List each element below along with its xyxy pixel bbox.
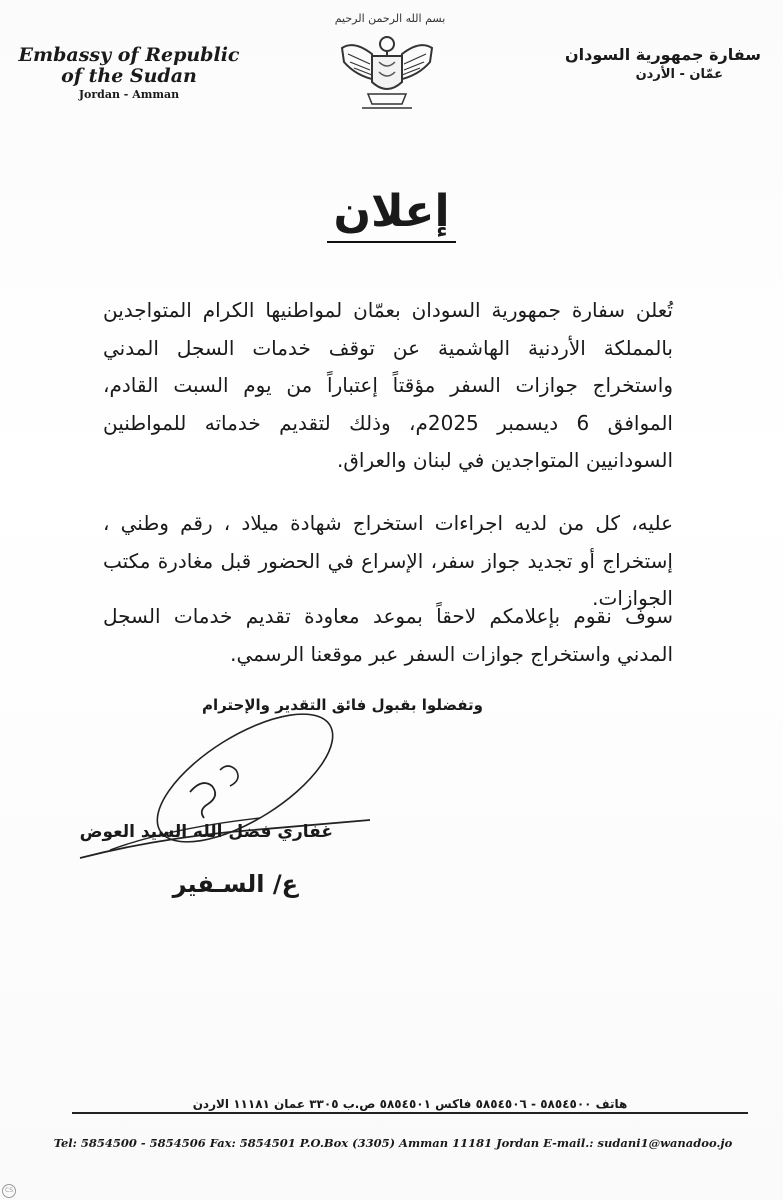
embassy-location: Jordan - Amman (78, 88, 180, 101)
embassy-arabic-name: سفارة جمهورية السودان (565, 45, 761, 64)
embassy-english-header (14, 44, 244, 101)
handwritten-signature (70, 700, 390, 880)
sudan-emblem-icon (332, 10, 442, 120)
embassy-name-line1: Embassy of Republic (18, 44, 240, 66)
footer-english-contact: Tel: 5854500 - 5854506 Fax: 5854501 P.O.Box (3305) Amman 11181 Jordan E-mail.: sudani1@wanadoo.jo (53, 1136, 733, 1150)
closing-salutation: وتفضلوا بقبول فائق التقدير والإحترام (201, 696, 483, 714)
camscanner-icon: CS (2, 1184, 16, 1198)
paragraph-service-suspension: تُعلن سفارة جمهورية السودان بعمّان لمواطنيها الكرام المتواجدين بالمملكة الأردنية الهاشمية عن توقف خدمات السجل المدني واستخراج جوازات السفر مؤقتاً إعتباراً من يوم السبت القادم، الموافق 6 ديسمبر 2025م، وذلك لتقديم خدماته للمواطنين السودانيين المتواجدين في لبنان والعراق. (103, 298, 673, 472)
basmala-text: بسم الله الرحمن الرحيم (334, 12, 446, 25)
embassy-arabic-header (531, 44, 761, 84)
scanner-watermark (2, 1184, 16, 1198)
signer-title: ع/ السـفير (172, 870, 298, 898)
footer-arabic-contact: هاتف ٥٨٥٤٥٠٠ - ٥٨٥٤٥٠٦ فاكس ٥٨٥٤٥٠١ ص.ب ٣٣٠٥ عمان ١١١٨١ الاردن (192, 1097, 628, 1111)
paragraph-resumption-notice: سوف نقوم بإعلامكم لاحقاً بموعد معاودة تقديم خدمات السجل المدني واستخراج جوازات السفر عبر موقعنا الرسمي. (103, 604, 673, 666)
embassy-arabic-location: عمّان - الأردن (635, 67, 723, 82)
announcement-title-text: إعلان (327, 186, 455, 243)
paragraph-procedures: عليه، كل من لديه اجراءات استخراج شهادة ميلاد ، رقم وطني ، إستخراج أو تجديد جواز سفر، الإسراع في الحضور قبل مغادرة مكتب الجوازات. (103, 511, 673, 610)
footer-divider (72, 1112, 748, 1114)
signer-name: غفاري فضل الله السيد العوض (79, 822, 333, 842)
announcement-title (0, 186, 783, 237)
embassy-name-line2: of the Sudan (61, 65, 197, 87)
